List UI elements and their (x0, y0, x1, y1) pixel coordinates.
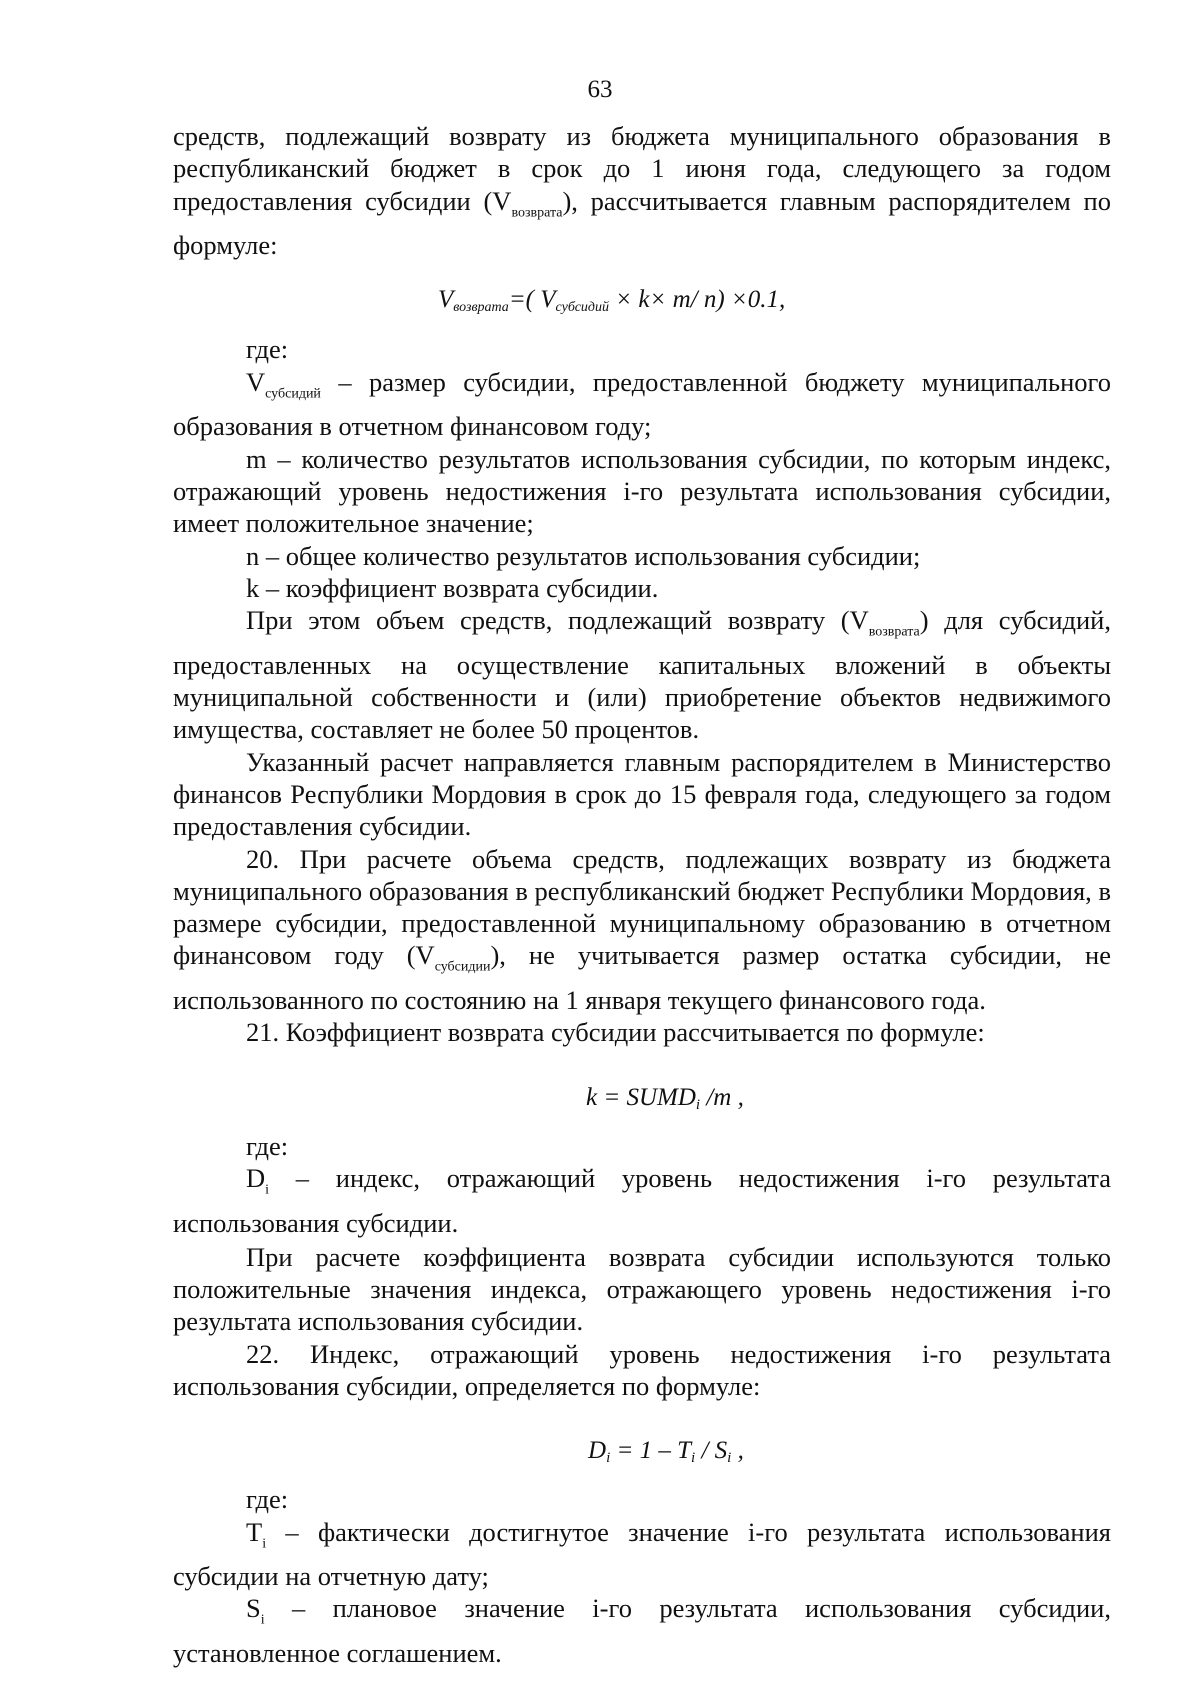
text-run: ), не учитывается размер остатка субсидии, не использованного по состоянию на 1 января текущего финансового года. (173, 940, 1111, 1016)
subscript: i (260, 1612, 265, 1628)
text-run: ), рассчитывается главным распорядителем по формуле: (173, 185, 1111, 261)
formula-part: D (588, 1437, 607, 1465)
subscript: i (265, 1182, 270, 1198)
formula-subscript: i (695, 1096, 701, 1113)
formula-subscript: i (727, 1450, 732, 1467)
formula-part: V (438, 286, 454, 314)
definition-k: k – коэффициент возврата субсидии. (246, 572, 659, 603)
paragraph-20 (173, 843, 1111, 1017)
formula-d (173, 1434, 1111, 1475)
formula-part: × k× m/ n) ×0.1, (609, 286, 786, 314)
paragraph-positive-values: При расчете коэффициента возврата субсидии используются только положительные значения индекса, отражающего уровень недостижения i-го результата использования субсидии. (173, 1241, 1111, 1337)
subscript: субсидии (434, 959, 491, 975)
text-run: S (246, 1593, 261, 1624)
paragraph-capital-investments (173, 604, 1111, 745)
formula-subscript: i (606, 1450, 611, 1467)
where-label: где: (246, 1484, 289, 1515)
text-run: – размер субсидии, предоставленной бюджету муниципального образования в отчетном финансовом году; (173, 366, 1111, 442)
formula-part: = 1 – T (610, 1437, 692, 1465)
text-run: – индекс, отражающий уровень недостижения i-го результата использования субсидии. (173, 1162, 1111, 1238)
subscript: возврата (868, 624, 920, 640)
text-run: D (246, 1162, 266, 1193)
text-run: – плановое значение i-го результата использования субсидии, установленное соглашением. (173, 1593, 1111, 1669)
text-run: V (246, 366, 266, 397)
formula-part: /m , (700, 1083, 744, 1111)
subscript: возврата (511, 204, 563, 220)
definition-n: n – общее количество результатов использования субсидии; (246, 540, 921, 571)
formula-subscript: возврата (453, 300, 509, 316)
where-label: где: (246, 1130, 289, 1161)
page-number: 63 (587, 76, 613, 103)
formula-return-volume (173, 283, 1111, 325)
text-run: T (246, 1516, 263, 1547)
formula-part: k = SUMD (586, 1083, 696, 1111)
definition-m: m – количество результатов использования субсидии, по которым индекс, отражающий уровень недостижения i-го результата использования субсидии, имеет положительное значение; (173, 443, 1111, 539)
text-run: средств, подлежащий возврату из бюджета муниципального образования в республиканский бюджет в срок до 1 июня года, следующего за годом предоставления субсидии (V (173, 121, 1111, 216)
text-run: – фактически достигнутое значение i-го результата использования субсидии на отчетную дату; (173, 1516, 1111, 1592)
text-run: ) для субсидий, предоставленных на осуществление капитальных вложений в объекты муниципальной собственности и (или) приобретение объектов недвижимого имущества, составляет не более 50 процентов. (173, 605, 1111, 745)
definition-d (173, 1162, 1111, 1239)
text-run: При этом объем средств, подлежащий возврату (V (246, 605, 869, 636)
subscript: i (262, 1535, 267, 1551)
formula-subscript: субсидий (555, 300, 610, 316)
paragraph-calculation-sent: Указанный расчет направляется главным распорядителем в Министерство финансов Республики Мордовия в срок до 15 февраля года, следующего за годом предоставления субсидии. (173, 746, 1111, 842)
formula-k (173, 1081, 1111, 1122)
formula-part: =( V (508, 286, 556, 314)
definition-s (173, 1592, 1111, 1669)
formula-part: / S (695, 1437, 728, 1465)
paragraph-intro (173, 120, 1111, 261)
definition-t (173, 1516, 1111, 1593)
paragraph-21: 21. Коэффициент возврата субсидии рассчитывается по формуле: (246, 1017, 985, 1048)
paragraph-22: 22. Индекс, отражающий уровень недостижения i-го результата использования субсидии, определяется по формуле: (173, 1338, 1111, 1401)
where-label: где: (246, 334, 289, 365)
subscript: субсидий (265, 386, 321, 402)
text-run: 20. При расчете объема средств, подлежащих возврату из бюджета муниципального образования в республиканский бюджет Республики Мордовия, в размере субсидии, предоставленной муниципальному образованию в отчетном финансовом году (V (173, 843, 1111, 971)
document-body (173, 120, 1111, 1669)
definition-v-subsidy (173, 366, 1111, 443)
formula-part: , (731, 1437, 744, 1465)
formula-subscript: i (691, 1450, 696, 1467)
